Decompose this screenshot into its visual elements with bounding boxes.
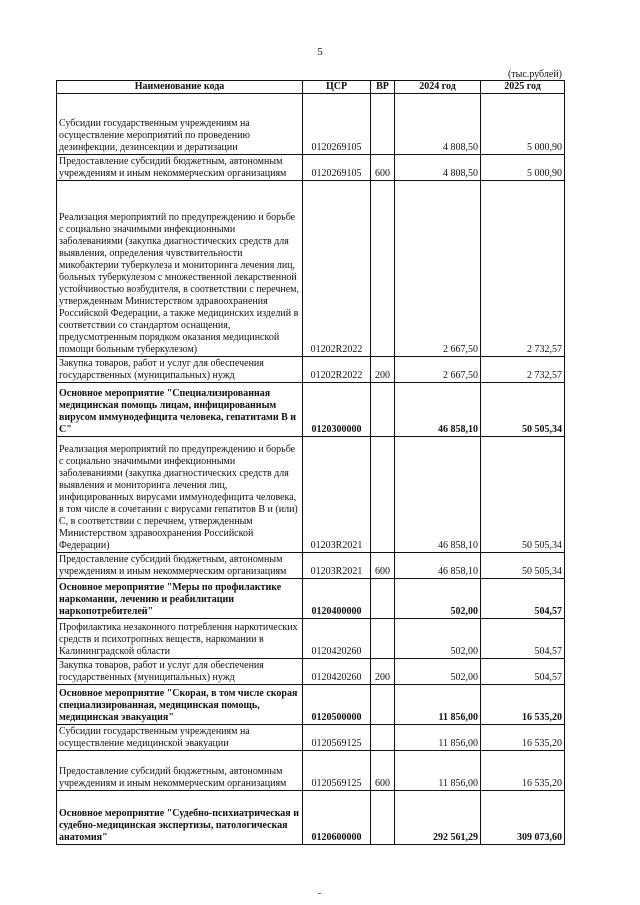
row-2025: 2 732,57 (481, 357, 565, 383)
row-2024: 11 856,00 (395, 751, 481, 791)
row-2025: 50 505,34 (481, 383, 565, 437)
row-2024: 46 858,10 (395, 437, 481, 553)
row-name: Предоставление субсидий бюджетным, автономным учреждениям и иным некоммерческим организациям (57, 553, 303, 579)
table-row (57, 751, 565, 791)
row-name: Закупка товаров, работ и услуг для обеспечения государственных (муниципальных) нужд (57, 659, 303, 685)
row-vr (371, 437, 395, 553)
header-name: Наименование кода (57, 81, 303, 94)
table-row (57, 437, 565, 553)
row-2024: 2 667,50 (395, 181, 481, 357)
row-2024: 2 667,50 (395, 357, 481, 383)
row-2024: 46 858,10 (395, 553, 481, 579)
row-csr: 0120269105 (303, 94, 371, 155)
row-name: Закупка товаров, работ и услуг для обеспечения государственных (муниципальных) нужд (57, 357, 303, 383)
row-csr: 0120300000 (303, 383, 371, 437)
row-name: Предоставление субсидий бюджетным, автономным учреждениям и иным некоммерческим организациям (57, 155, 303, 181)
row-vr (371, 619, 395, 659)
row-csr: 0120420260 (303, 619, 371, 659)
table-row (57, 357, 565, 383)
row-csr: 0120420260 (303, 659, 371, 685)
row-2024: 502,00 (395, 659, 481, 685)
header-2025: 2025 год (481, 81, 565, 94)
header-vr: ВР (371, 81, 395, 94)
table-row (57, 383, 565, 437)
table-row (57, 725, 565, 751)
row-vr (371, 579, 395, 619)
row-csr: 01202R2022 (303, 357, 371, 383)
table-header-row (57, 81, 565, 94)
row-2025: 309 073,60 (481, 791, 565, 845)
row-vr (371, 685, 395, 725)
table-row (57, 553, 565, 579)
row-2025: 5 000,90 (481, 155, 565, 181)
units-label: (тыс.рублей) (507, 69, 562, 80)
row-csr: 0120569125 (303, 751, 371, 791)
row-name: Основное мероприятие "Скорая, в том числе скорая специализированная, медицинская помощь, медицинская эвакуация" (57, 685, 303, 725)
row-vr: 600 (371, 553, 395, 579)
row-csr: 0120400000 (303, 579, 371, 619)
row-name: Основное мероприятие "Судебно-психиатрическая и судебно-медицинская экспертизы, патологическая анатомия" (57, 791, 303, 845)
row-name: Реализация мероприятий по предупреждению и борьбе с социально значимыми инфекционными заболеваниями (закупка диагностических средств для выявления, определения чувствительности микобактерии туберкулеза и мониторинга лечения лиц, больных туберкулезом с множественной лекарственной устойчивостью возбудителя, в соответствии с перечнем, утвержденным Министерством здравоохранения Российской Федерации, а также медицинских изделий в соответствии со стандартом оснащения, предусмотренным порядком оказания медицинской помощи больным туберкулезом) (57, 181, 303, 357)
header-csr: ЦСР (303, 81, 371, 94)
row-2025: 504,57 (481, 619, 565, 659)
row-2025: 2 732,57 (481, 181, 565, 357)
row-vr: 200 (371, 659, 395, 685)
row-name: Субсидии государственным учреждениям на осуществление медицинской эвакуации (57, 725, 303, 751)
row-csr: 01203R2021 (303, 437, 371, 553)
row-name: Профилактика незаконного потребления наркотических средств и психотропных веществ, наркомании в Калининградской области (57, 619, 303, 659)
row-vr: 600 (371, 155, 395, 181)
row-2024: 11 856,00 (395, 725, 481, 751)
row-2025: 16 535,20 (481, 725, 565, 751)
row-csr: 0120500000 (303, 685, 371, 725)
row-2024: 4 808,50 (395, 155, 481, 181)
row-name: Основное мероприятие "Специализированная медицинская помощь лицам, инфицированным вирусом иммунодефицита человека, гепатитами В и С" (57, 383, 303, 437)
table-row (57, 619, 565, 659)
row-2024: 11 856,00 (395, 685, 481, 725)
row-2025: 504,57 (481, 659, 565, 685)
scan-mark (318, 893, 321, 894)
page-number: 5 (317, 46, 323, 58)
row-name: Субсидии государственным учреждениям на осуществление мероприятий по проведению дезинфекции, дезинсекции и дератизации (57, 94, 303, 155)
row-vr: 200 (371, 357, 395, 383)
row-2024: 46 858,10 (395, 383, 481, 437)
row-vr (371, 725, 395, 751)
row-csr: 01202R2022 (303, 181, 371, 357)
row-2025: 5 000,90 (481, 94, 565, 155)
row-name: Основное мероприятие "Меры по профилактике наркомании, лечению и реабилитации наркопотребителей" (57, 579, 303, 619)
row-vr (371, 181, 395, 357)
row-csr: 0120600000 (303, 791, 371, 845)
row-csr: 0120269105 (303, 155, 371, 181)
table-row (57, 155, 565, 181)
row-2024: 502,00 (395, 579, 481, 619)
header-2024: 2024 год (395, 81, 481, 94)
row-vr (371, 791, 395, 845)
table-row (57, 181, 565, 357)
table-row (57, 579, 565, 619)
table-row (57, 685, 565, 725)
row-vr (371, 94, 395, 155)
table-row (57, 94, 565, 155)
row-2025: 504,57 (481, 579, 565, 619)
row-2025: 16 535,20 (481, 685, 565, 725)
row-2024: 502,00 (395, 619, 481, 659)
row-name: Реализация мероприятий по предупреждению и борьбе с социально значимыми инфекционными заболеваниями (закупка диагностических средств для выявления и мониторинга лечения лиц, инфицированных вирусами иммунодефицита человека, в том числе в сочетании с вирусами гепатитов В и (или) С, в соответствии с перечнем, утвержденным Министерством здравоохранения Российской Федерации) (57, 437, 303, 553)
row-2024: 292 561,29 (395, 791, 481, 845)
table-row (57, 791, 565, 845)
table-row (57, 659, 565, 685)
row-2024: 4 808,50 (395, 94, 481, 155)
row-2025: 16 535,20 (481, 751, 565, 791)
row-vr (371, 383, 395, 437)
row-name: Предоставление субсидий бюджетным, автономным учреждениям и иным некоммерческим организациям (57, 751, 303, 791)
row-csr: 01203R2021 (303, 553, 371, 579)
row-2025: 50 505,34 (481, 553, 565, 579)
row-csr: 0120569125 (303, 725, 371, 751)
budget-table (56, 80, 565, 845)
row-vr: 600 (371, 751, 395, 791)
row-2025: 50 505,34 (481, 437, 565, 553)
